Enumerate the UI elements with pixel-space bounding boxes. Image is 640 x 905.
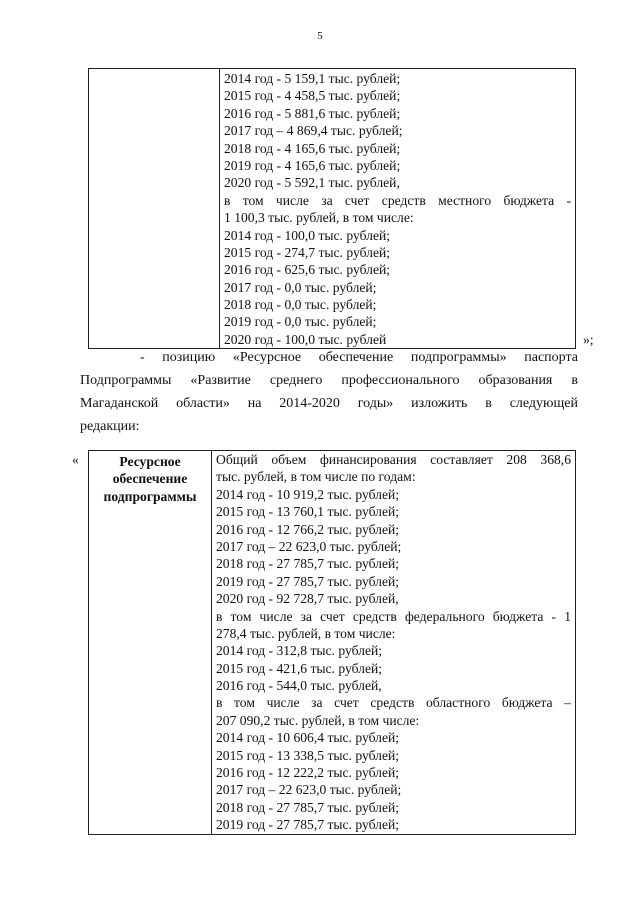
table1-line: 2019 год - 0,0 тыс. рублей; xyxy=(224,314,377,330)
table2-line: Общий объем финансирования составляет 208 368,6 xyxy=(216,452,571,467)
table1-line: 2016 год - 5 881,6 тыс. рублей; xyxy=(224,105,401,121)
table2-line: тыс. рублей, в том числе по годам: xyxy=(216,469,416,485)
table2-right-cell xyxy=(212,451,576,835)
closing-quote: »; xyxy=(583,332,594,347)
opening-quote: « xyxy=(72,452,79,467)
table1-line: 2014 год - 5 159,1 тыс. рублей; xyxy=(224,71,401,86)
table2-line: 2016 год - 12 222,2 тыс. рублей; xyxy=(216,765,400,781)
table2-line: 2017 год – 22 623,0 тыс. рублей; xyxy=(216,538,402,554)
table2-line: 207 090,2 тыс. рублей, в том числе: xyxy=(216,712,420,728)
table1-line: 2016 год - 625,6 тыс. рублей; xyxy=(224,262,391,278)
table1-line: 2020 год - 5 592,1 тыс. рублей, xyxy=(224,175,400,191)
paragraph-line: - позицию «Ресурсное обеспечение подпрограммы» паспорта xyxy=(140,350,578,365)
table2-line: 2020 год - 92 728,7 тыс. рублей, xyxy=(216,591,399,607)
paragraph-line: редакции: xyxy=(80,419,140,434)
table2-line: в том числе за счет средств федерального бюджета - 1 xyxy=(216,608,571,624)
table2-line: 2018 год - 27 785,7 тыс. рублей; xyxy=(216,799,400,815)
table2-line: 2016 год - 12 766,2 тыс. рублей; xyxy=(216,521,400,537)
table2-line: 2014 год - 10 606,4 тыс. рублей; xyxy=(216,730,400,746)
table2-line: 2014 год - 312,8 тыс. рублей; xyxy=(216,643,383,659)
paragraph-line: Подпрограммы «Развитие среднего профессионального образования в xyxy=(80,373,578,388)
table2-line: 2018 год - 27 785,7 тыс. рублей; xyxy=(216,556,400,572)
table1-line: 2017 год - 0,0 тыс. рублей; xyxy=(224,279,377,295)
table2-line: 2017 год – 22 623,0 тыс. рублей; xyxy=(216,782,402,798)
table1-right-cell xyxy=(220,69,576,349)
table1-left-cell xyxy=(89,69,220,349)
table1-line: 2015 год - 4 458,5 тыс. рублей; xyxy=(224,88,401,104)
table2-line: 2015 год - 421,6 тыс. рублей; xyxy=(216,660,383,676)
table2-line: 2019 год - 27 785,7 тыс. рублей; xyxy=(216,817,400,833)
table1-line: 2014 год - 100,0 тыс. рублей; xyxy=(224,227,391,243)
resource-provision-table xyxy=(88,450,576,835)
table2-line: 2015 год - 13 760,1 тыс. рублей; xyxy=(216,504,400,520)
table2-left-label: обеспечение xyxy=(112,471,188,487)
table1-line: 2019 год - 4 165,6 тыс. рублей; xyxy=(224,157,401,173)
table1-line: 2017 год – 4 869,4 тыс. рублей; xyxy=(224,123,403,139)
table2-left-label: Ресурсное xyxy=(119,454,181,469)
table2-line: 2019 год - 27 785,7 тыс. рублей; xyxy=(216,573,400,589)
table2-left-cell xyxy=(89,451,212,835)
table2-line: в том числе за счет средств областного бюджета – xyxy=(216,695,571,711)
table2-left-label: подпрограммы xyxy=(103,488,197,504)
table1-line: 2015 год - 274,7 тыс. рублей; xyxy=(224,244,391,260)
funding-table-continued xyxy=(88,68,576,349)
table2-line: 2014 год - 10 919,2 тыс. рублей; xyxy=(216,486,400,502)
table2-line: 278,4 тыс. рублей, в том числе: xyxy=(216,625,396,641)
table1-line: 1 100,3 тыс. рублей, в том числе: xyxy=(224,210,414,226)
table1-line: 2018 год - 0,0 тыс. рублей; xyxy=(224,297,377,313)
paragraph-line: Магаданской области» на 2014-2020 годы» изложить в следующей xyxy=(80,396,578,411)
table1-line: 2020 год - 100,0 тыс. рублей xyxy=(224,331,387,347)
page-number: 5 xyxy=(317,30,323,42)
table1-line: в том числе за счет средств местного бюджета - xyxy=(224,192,571,208)
table2-line: 2016 год - 544,0 тыс. рублей, xyxy=(216,678,382,694)
instruction-paragraph xyxy=(80,346,578,438)
table2-line: 2015 год - 13 338,5 тыс. рублей; xyxy=(216,747,400,763)
table1-line: 2018 год - 4 165,6 тыс. рублей; xyxy=(224,140,401,156)
